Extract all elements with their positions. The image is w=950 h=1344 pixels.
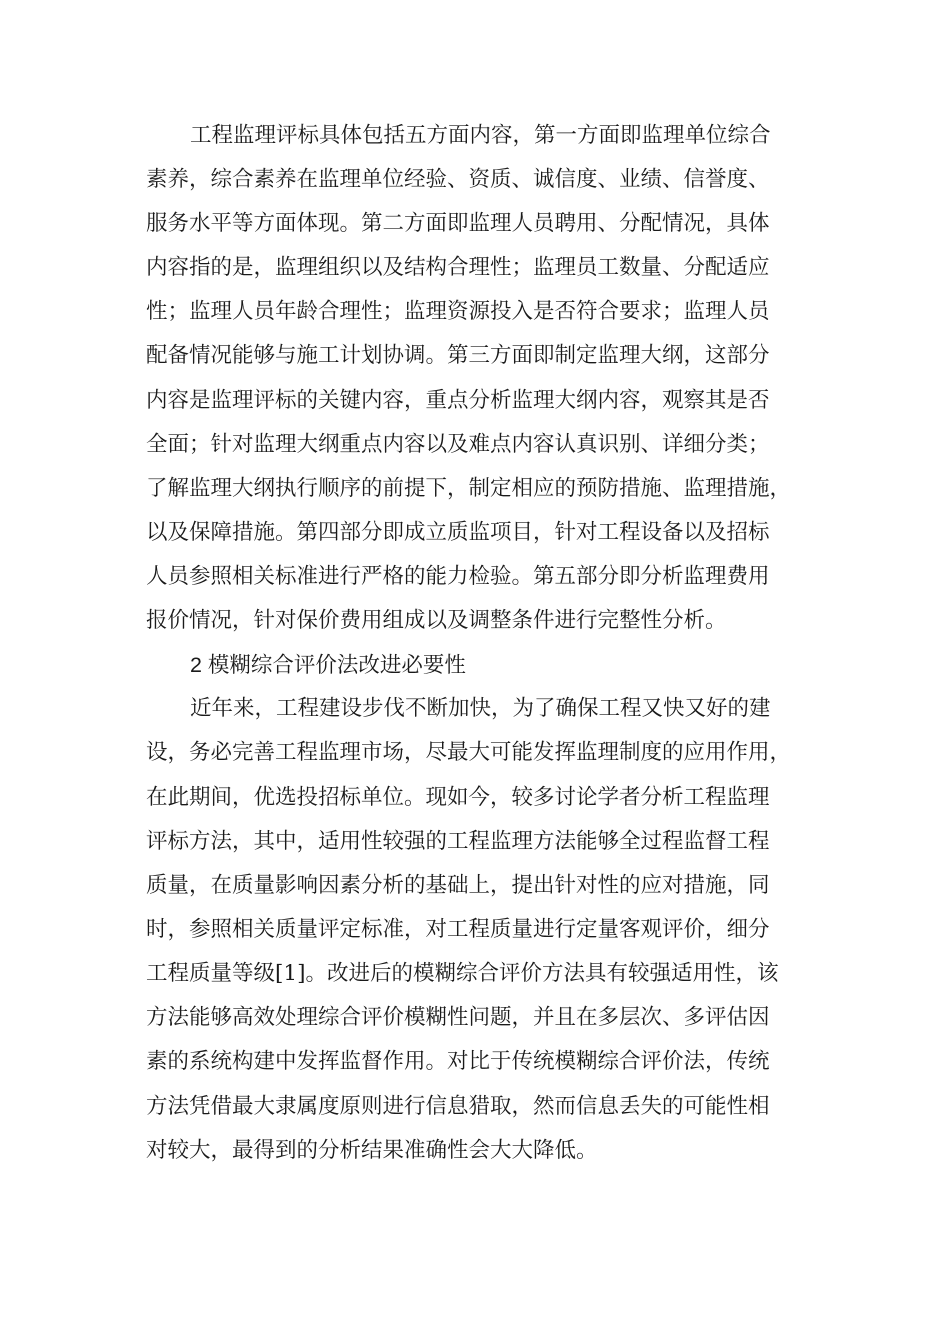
paragraph-2-line-10: 方法凭借最大隶属度原则进行信息猎取，然而信息丢失的可能性相 — [146, 1094, 770, 1119]
paragraph-2-line-7: 工程质量等级[1]。改进后的模糊综合评价方法具有较强适用性，该 — [146, 961, 779, 986]
paragraph-1-line-7: 内容是监理评标的关键内容，重点分析监理大纲内容，观察其是否 — [146, 388, 770, 413]
paragraph-1-line-2: 素养，综合素养在监理单位经验、资质、诚信度、业绩、信誉度、 — [146, 167, 770, 192]
paragraph-1-line-3: 服务水平等方面体现。第二方面即监理人员聘用、分配情况，具体 — [146, 211, 770, 236]
paragraph-1-line-4: 内容指的是，监理组织以及结构合理性；监理员工数量、分配适应 — [146, 255, 770, 280]
paragraph-2-line-8: 方法能够高效处理综合评价模糊性问题，并且在多层次、多评估因 — [146, 1005, 770, 1030]
paragraph-1-line-10: 以及保障措施。第四部分即成立质监项目，针对工程设备以及招标 — [146, 520, 770, 545]
paragraph-2-line-3: 在此期间，优选投招标单位。现如今，较多讨论学者分析工程监理 — [146, 785, 770, 810]
paragraph-1-line-8: 全面；针对监理大纲重点内容以及难点内容认真识别、详细分类； — [146, 432, 770, 457]
paragraph-2-line-4: 评标方法，其中，适用性较强的工程监理方法能够全过程监督工程 — [146, 829, 770, 854]
paragraph-1-line-5: 性；监理人员年龄合理性；监理资源投入是否符合要求；监理人员 — [146, 299, 770, 324]
paragraph-2-line-2: 设，务必完善工程监理市场，尽最大可能发挥监理制度的应用作用， — [146, 740, 792, 765]
paragraph-1-line-11: 人员参照相关标准进行严格的能力检验。第五部分即分析监理费用 — [146, 564, 770, 589]
paragraph-2-line-1: 近年来，工程建设步伐不断加快，为了确保工程又快又好的建 — [190, 696, 771, 721]
paragraph-2-line-11: 对较大，最得到的分析结果准确性会大大降低。 — [146, 1138, 598, 1163]
paragraph-1-line-6: 配备情况能够与施工计划协调。第三方面即制定监理大纲，这部分 — [146, 343, 770, 368]
paragraph-2-line-5: 质量，在质量影响因素分析的基础上，提出针对性的应对措施，同 — [146, 873, 770, 898]
paragraph-1-line-1: 工程监理评标具体包括五方面内容，第一方面即监理单位综合 — [190, 123, 771, 148]
section-heading: 2 模糊综合评价法改进必要性 — [190, 653, 466, 677]
paragraph-2-line-6: 时，参照相关质量评定标准，对工程质量进行定量客观评价，细分 — [146, 917, 770, 942]
paragraph-1-line-9: 了解监理大纲执行顺序的前提下，制定相应的预防措施、监理措施， — [146, 476, 792, 501]
paragraph-1-line-12: 报价情况，针对保价费用组成以及调整条件进行完整性分析。 — [146, 608, 727, 633]
paragraph-2-line-9: 素的系统构建中发挥监督作用。对比于传统模糊综合评价法，传统 — [146, 1049, 770, 1074]
